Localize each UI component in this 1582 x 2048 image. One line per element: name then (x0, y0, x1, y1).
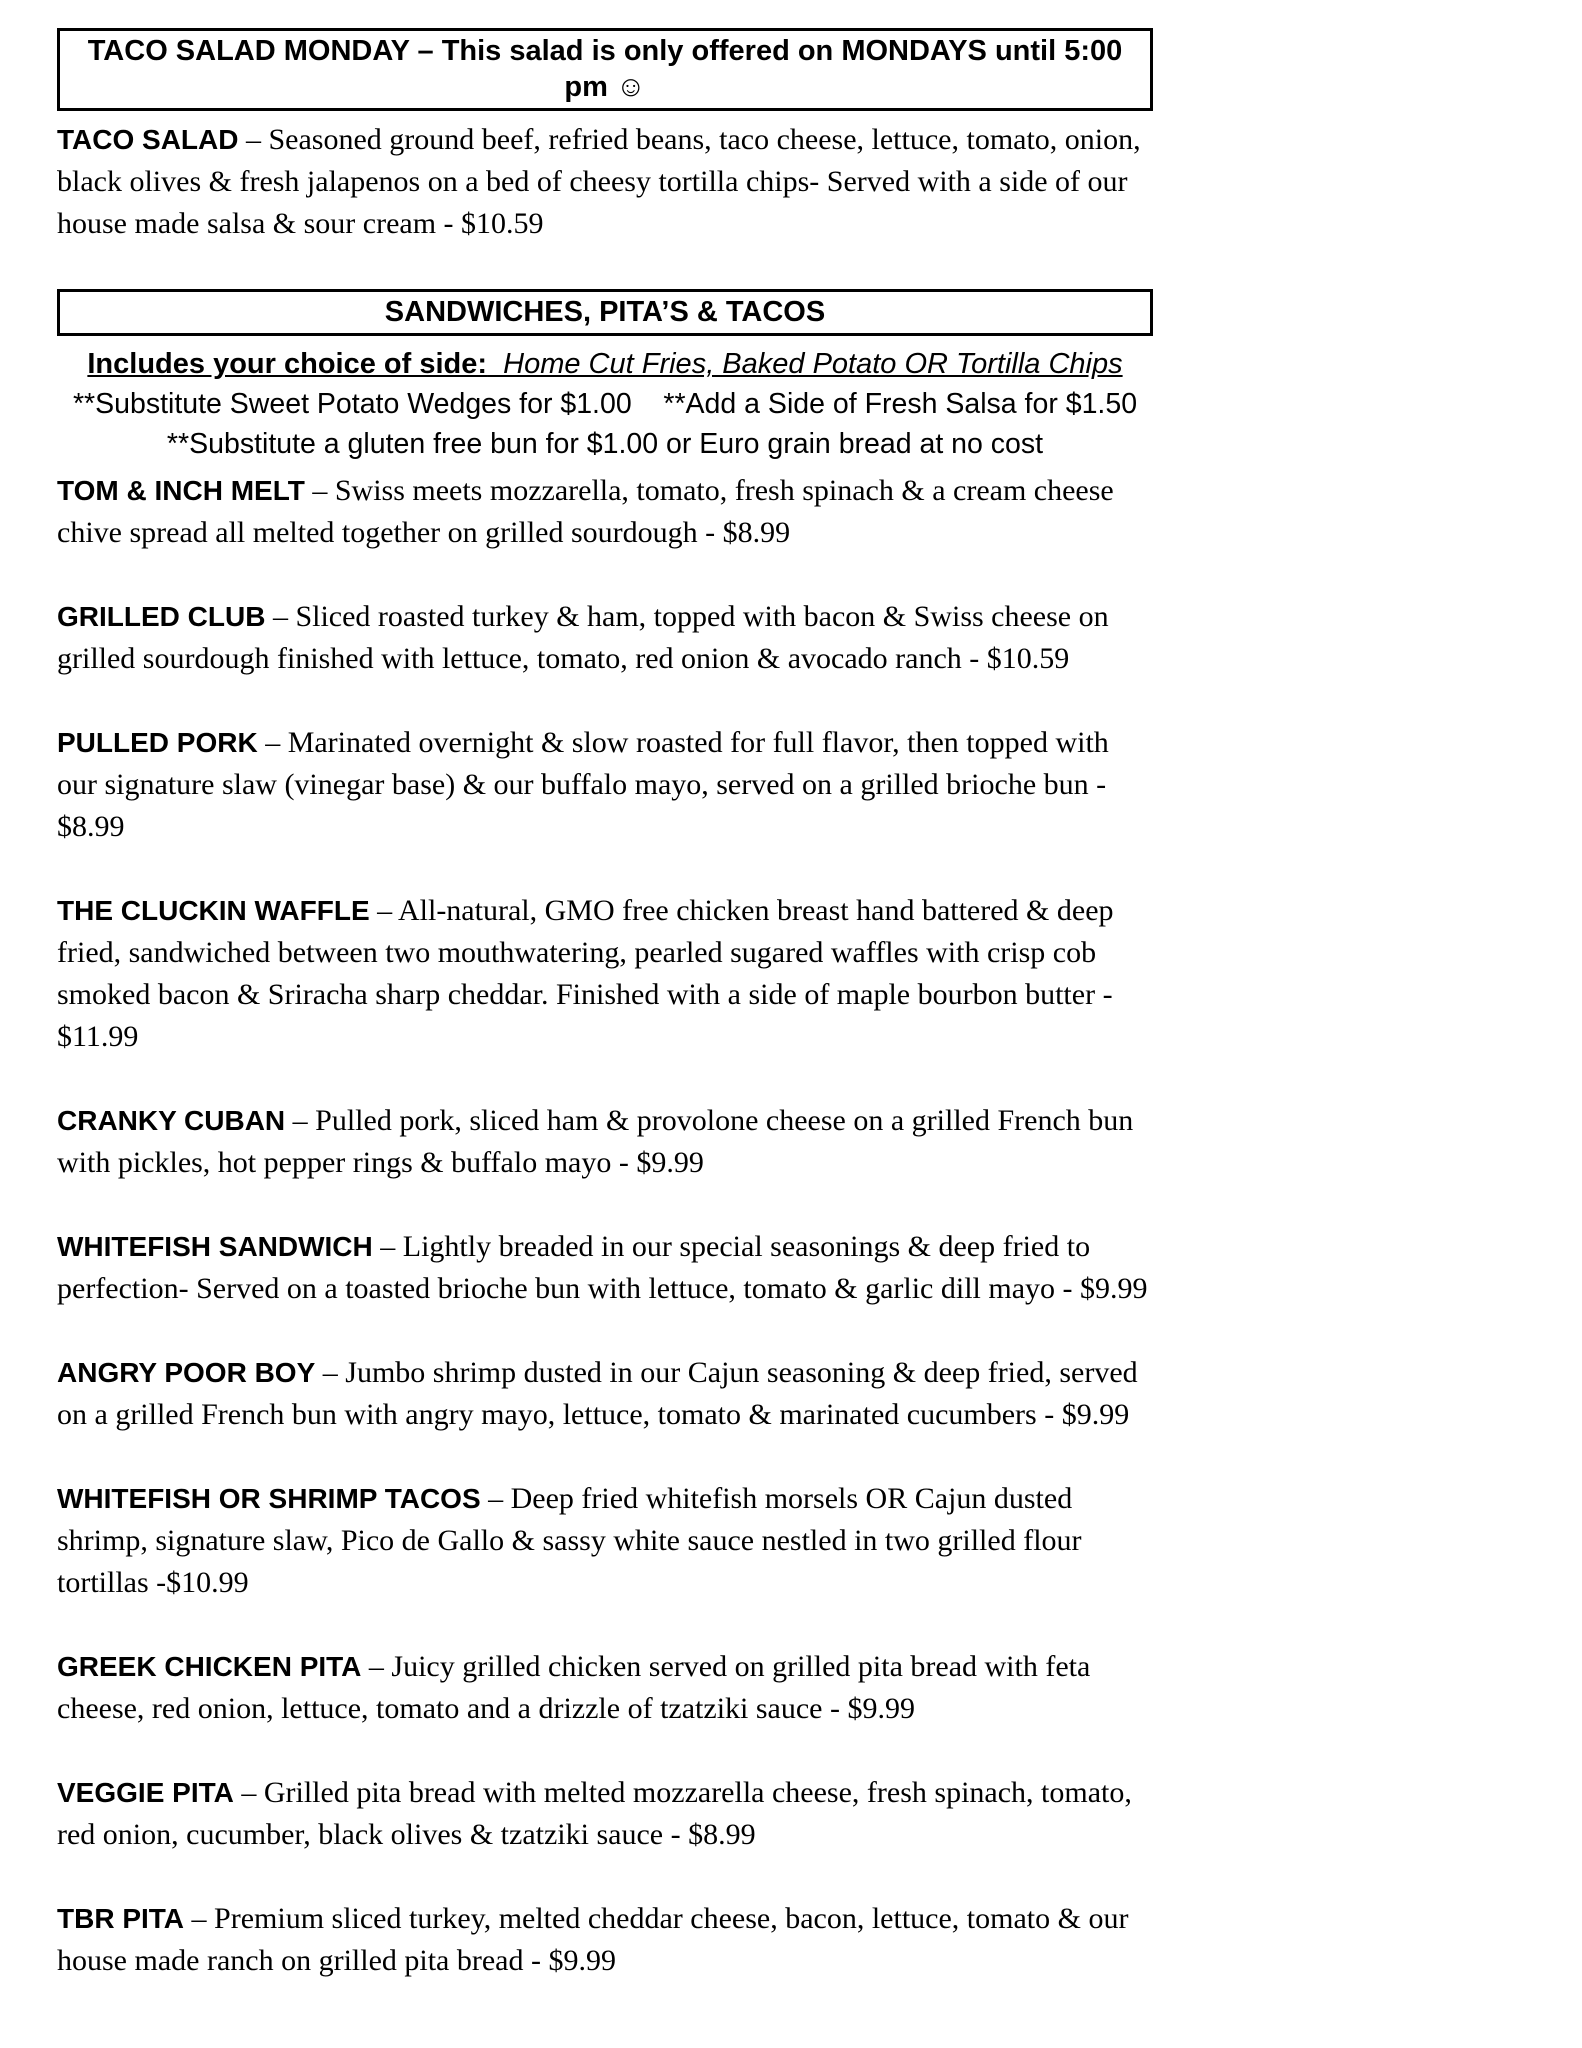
menu-item-name: GREEK CHICKEN PITA (57, 1651, 362, 1682)
menu-item-name: WHITEFISH SANDWICH (57, 1231, 373, 1262)
menu-item-name: WHITEFISH OR SHRIMP TACOS (57, 1483, 481, 1514)
menu-item-desc: – Sliced roasted turkey & ham, topped with bacon & Swiss cheese on grilled sourdough finished with lettuce, tomato, red onion & avocado ranch - $10.59 (57, 600, 1109, 675)
menu-content (57, 28, 1153, 1982)
menu-item-name: PULLED PORK (57, 727, 258, 758)
menu-item-tbr-pita (57, 1898, 1153, 1982)
taco-salad-desc: – Seasoned ground beef, refried beans, taco cheese, lettuce, tomato, onion, black olives & fresh jalapenos on a bed of cheesy tortilla chips- Served with a side of our house made salsa & sour cream - $10.59 (57, 123, 1141, 240)
menu-item-desc: – Premium sliced turkey, melted cheddar cheese, bacon, lettuce, tomato & our house made ranch on grilled pita bread - $9.99 (57, 1902, 1129, 1977)
menu-item-desc: – Grilled pita bread with melted mozzarella cheese, fresh spinach, tomato, red onion, cucumber, black olives & tzatziki sauce - $8.99 (57, 1776, 1132, 1851)
menu-item-pulled-pork (57, 722, 1153, 848)
menu-item-name: ANGRY POOR BOY (57, 1357, 316, 1388)
menu-item-whitefish-shrimp-tacos (57, 1478, 1153, 1604)
menu-item-desc: – All-natural, GMO free chicken breast hand battered & deep fried, sandwiched between two mouthwatering, pearled sugared waffles with crisp cob smoked bacon & Sriracha sharp cheddar. Finished with a side of maple bourbon butter - $11.99 (57, 894, 1114, 1053)
menu-item-name: GRILLED CLUB (57, 601, 266, 632)
substitute-line-1: **Substitute Sweet Potato Wedges for $1.00 **Add a Side of Fresh Salsa for $1.50 (72, 388, 1138, 420)
menu-item-name: TOM & INCH MELT (57, 475, 305, 506)
menu-item-desc: – Lightly breaded in our special seasonings & deep fried to perfection- Served on a toasted brioche bun with lettuce, tomato & garlic dill mayo - $9.99 (57, 1230, 1148, 1305)
menu-item-desc: – Pulled pork, sliced ham & provolone cheese on a grilled French bun with pickles, hot pepper rings & buffalo mayo - $9.99 (57, 1104, 1134, 1179)
section-header-box (57, 289, 1153, 336)
menu-item-desc: – Juicy grilled chicken served on grilled pita bread with feta cheese, red onion, lettuce, tomato and a drizzle of tzatziki sauce - $9.99 (57, 1650, 1091, 1725)
menu-item-desc: – Marinated overnight & slow roasted for full flavor, then topped with our signature slaw (vinegar base) & our buffalo mayo, served on a grilled brioche bun - $8.99 (57, 726, 1109, 843)
includes-side-line (57, 344, 1153, 384)
taco-salad-name: TACO SALAD (57, 124, 239, 155)
menu-item-cranky-cuban (57, 1100, 1153, 1184)
menu-item-veggie-pita (57, 1772, 1153, 1856)
menu-item-cluckin-waffle (57, 890, 1153, 1058)
substitute-line-2: **Substitute a gluten free bun for $1.00 or Euro grain bread at no cost (166, 428, 1044, 460)
menu-item-desc: – Swiss meets mozzarella, tomato, fresh spinach & a cream cheese chive spread all melted together on grilled sourdough - $8.99 (57, 474, 1114, 549)
section-header-text: SANDWICHES, PITA’S & TACOS (384, 296, 826, 328)
menu-item-greek-chicken-pita (57, 1646, 1153, 1730)
taco-monday-banner (57, 28, 1153, 111)
menu-item-angry-poor-boy (57, 1352, 1153, 1436)
menu-item-grilled-club (57, 596, 1153, 680)
menu-item-desc: – Deep fried whitefish morsels OR Cajun dusted shrimp, signature slaw, Pico de Gallo & sassy white sauce nestled in two grilled flour tortillas -$10.99 (57, 1482, 1082, 1599)
menu-item-name: VEGGIE PITA (57, 1777, 234, 1808)
menu-item-desc: – Jumbo shrimp dusted in our Cajun seasoning & deep fried, served on a grilled French bun with angry mayo, lettuce, tomato & marinated cucumbers - $9.99 (57, 1356, 1138, 1431)
taco-monday-banner-text: TACO SALAD MONDAY – This salad is only offered on MONDAYS until 5:00 pm ☺ (87, 35, 1123, 103)
menu-item-tom-inch-melt (57, 470, 1153, 554)
includes-label: Includes your choice of side: (87, 348, 488, 380)
menu-item-name: CRANKY CUBAN (57, 1105, 286, 1136)
menu-item-name: TBR PITA (57, 1903, 185, 1934)
includes-value: Home Cut Fries, Baked Potato OR Tortilla Chips (487, 348, 1123, 380)
menu-item-name: THE CLUCKIN WAFFLE (57, 895, 370, 926)
menu-item-whitefish-sandwich (57, 1226, 1153, 1310)
taco-salad-item (57, 119, 1153, 245)
